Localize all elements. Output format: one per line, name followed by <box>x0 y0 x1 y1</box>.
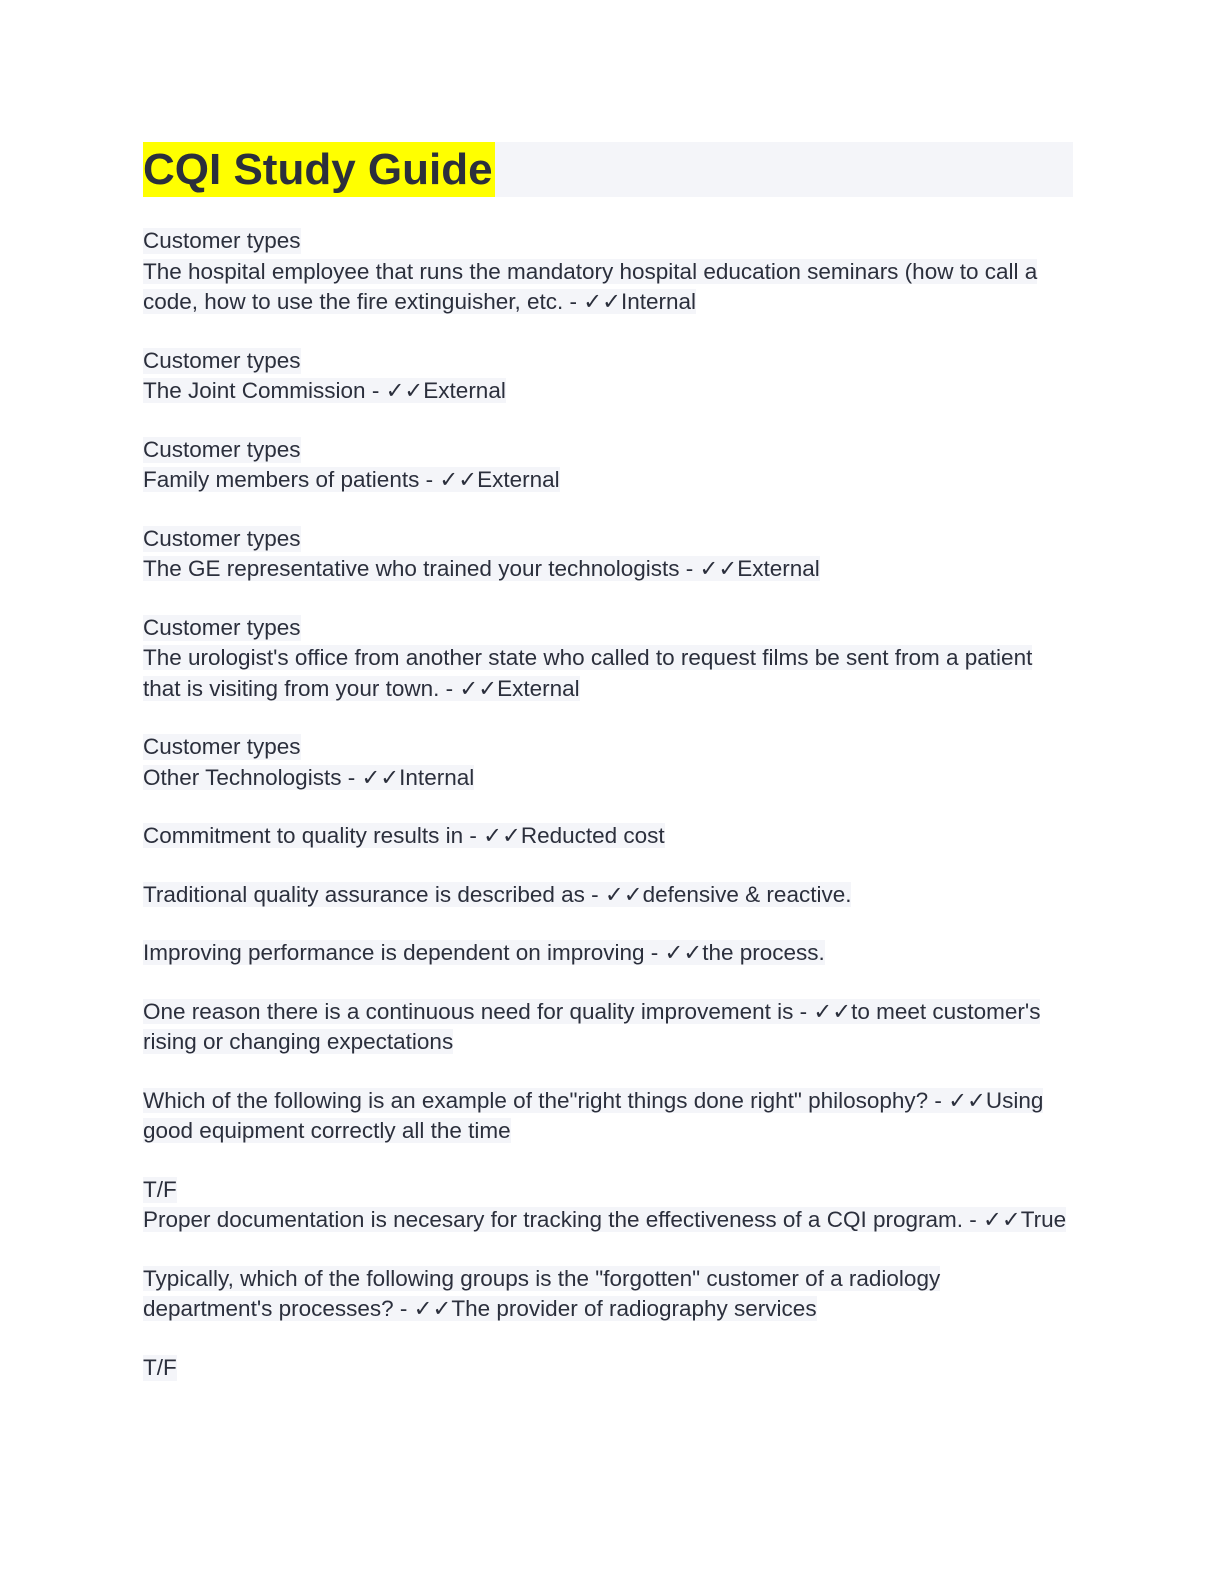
study-entry <box>143 732 1073 793</box>
entry-category: Customer types <box>143 614 301 640</box>
study-entry <box>143 524 1073 585</box>
study-entry <box>143 880 1073 911</box>
entry-question: Commitment to quality results in - <box>143 823 484 848</box>
double-check-icon: ✓✓ <box>982 1207 1021 1232</box>
double-check-icon: ✓✓ <box>385 378 424 403</box>
study-entry <box>143 613 1073 705</box>
entry-category: T/F <box>143 1354 177 1380</box>
entry-answer: Using good equipment correctly all the time <box>143 1087 1044 1143</box>
double-check-icon: ✓✓ <box>459 675 498 701</box>
entry-answer: True <box>1020 1207 1067 1232</box>
entry-category: Customer types <box>143 436 301 462</box>
study-entry <box>143 435 1073 496</box>
entry-list <box>143 226 1073 1383</box>
title-bar <box>143 142 1073 197</box>
entry-category: Customer types <box>143 525 301 551</box>
entry-answer: Reducted cost <box>520 823 665 848</box>
study-entry <box>143 997 1073 1058</box>
entry-answer: the process. <box>702 940 825 965</box>
double-check-icon: ✓✓ <box>664 940 703 965</box>
entry-answer: defensive & reactive. <box>642 881 852 907</box>
entry-question: Family members of patients - <box>143 467 440 492</box>
entry-answer: The provider of radiography services <box>451 1296 817 1321</box>
entry-question: One reason there is a continuous need for quality improvement is - <box>143 998 814 1024</box>
study-entry <box>143 938 1073 969</box>
study-entry <box>143 346 1073 407</box>
study-entry <box>143 1086 1073 1147</box>
entry-question: Which of the following is an example of the"right things done right" philosophy? - <box>143 1087 949 1113</box>
entry-question: The Joint Commission - <box>143 378 386 403</box>
study-entry <box>143 226 1073 318</box>
entry-answer: External <box>423 378 506 403</box>
entry-question: Improving performance is dependent on improving - <box>143 940 665 965</box>
entry-category: Customer types <box>143 734 301 759</box>
double-check-icon: ✓✓ <box>699 556 738 581</box>
page-title: CQI Study Guide <box>143 142 495 197</box>
entry-answer: Internal <box>399 764 475 790</box>
double-check-icon: ✓✓ <box>483 823 521 848</box>
entry-answer: Internal <box>620 289 697 314</box>
entry-answer: External <box>737 556 820 581</box>
study-entry <box>143 1353 1073 1384</box>
double-check-icon: ✓✓ <box>439 467 478 492</box>
entry-answer: to meet customer's rising or changing expectations <box>143 998 1041 1054</box>
entry-question: Traditional quality assurance is described as - <box>143 881 605 907</box>
entry-question: Proper documentation is necesary for tracking the effectiveness of a CQI program. - <box>143 1207 983 1232</box>
entry-question: The urologist's office from another state who called to request films be sent from a patient that is visiting from your town. - <box>143 645 1033 701</box>
entry-category: T/F <box>143 1176 177 1202</box>
double-check-icon: ✓✓ <box>361 764 400 790</box>
double-check-icon: ✓✓ <box>583 289 621 314</box>
double-check-icon: ✓✓ <box>813 998 852 1024</box>
entry-answer: External <box>477 467 560 492</box>
entry-question: The GE representative who trained your technologists - <box>143 556 700 581</box>
study-entry <box>143 1175 1073 1236</box>
entry-question: Typically, which of the following groups is the "forgotten" customer of a radiology department's processes? - <box>143 1265 941 1321</box>
entry-category: Customer types <box>143 347 301 373</box>
study-entry <box>143 821 1073 852</box>
entry-answer: External <box>497 675 580 701</box>
double-check-icon: ✓✓ <box>604 881 643 907</box>
double-check-icon: ✓✓ <box>413 1296 452 1321</box>
document-page <box>143 142 1073 1411</box>
entry-question: The hospital employee that runs the mandatory hospital education seminars (how to call a code, how to use the fire extinguisher, etc. - <box>143 258 1038 314</box>
entry-category: Customer types <box>143 228 301 253</box>
entry-question: Other Technologists - <box>143 764 362 790</box>
double-check-icon: ✓✓ <box>948 1087 986 1113</box>
study-entry <box>143 1264 1073 1325</box>
